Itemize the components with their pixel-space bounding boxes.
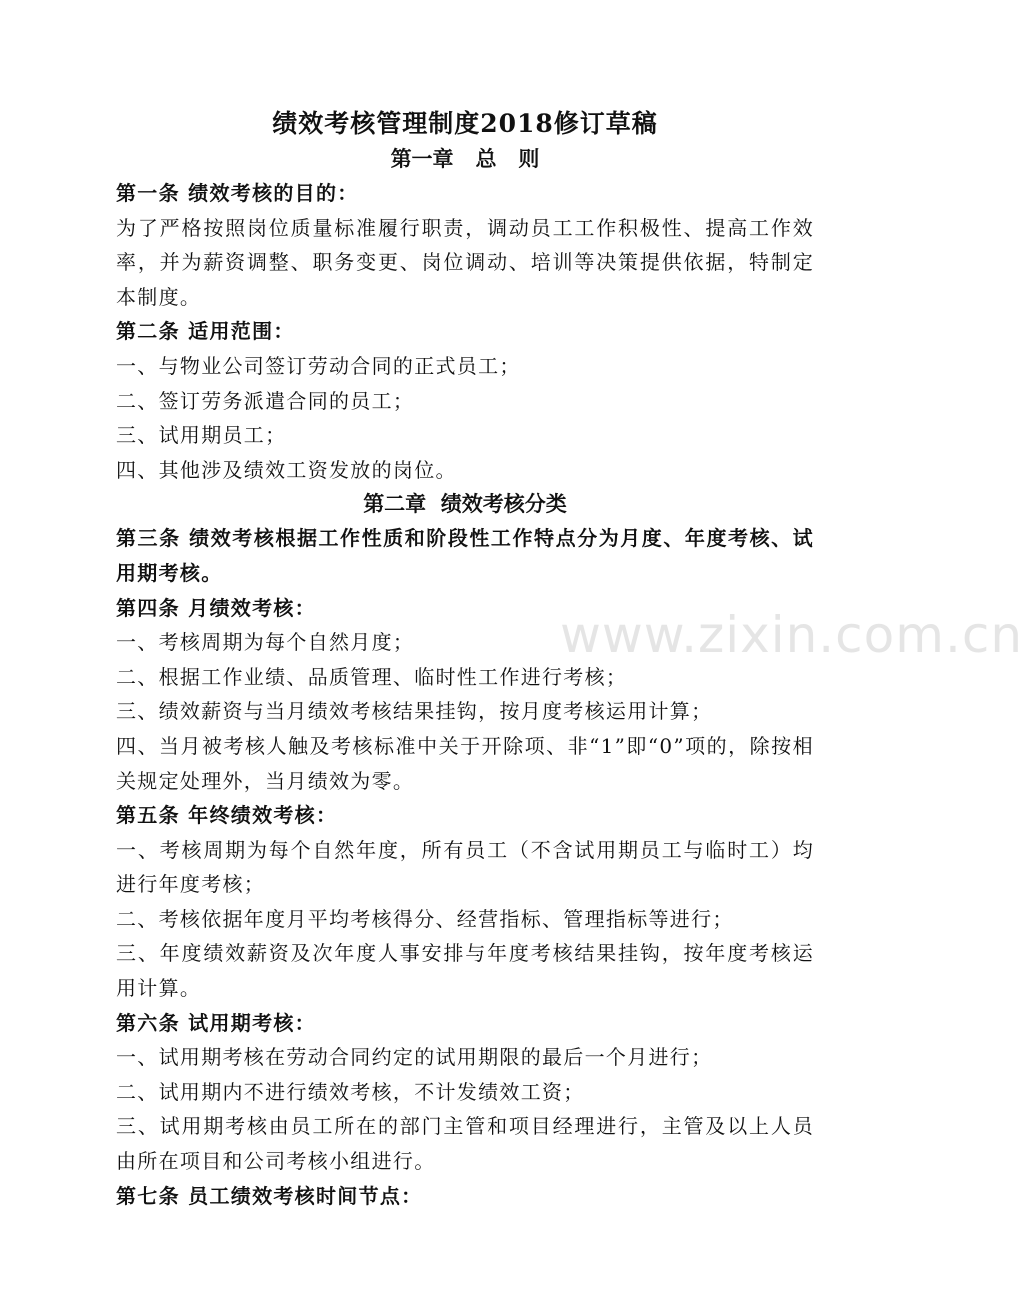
- article-6-item: 一、试用期考核在劳动合同约定的试用期限的最后一个月进行；: [116, 1045, 713, 1070]
- article-6-item: 二、试用期内不进行绩效考核，不计发绩效工资；: [116, 1079, 585, 1104]
- article-6-heading: 第六条 试用期考核：: [116, 1010, 316, 1035]
- article-3-body: 第三条 绩效考核根据工作性质和阶段性工作特点分为月度、年度考核、试用期考核。: [116, 526, 814, 585]
- article-4-heading: 第四条 月绩效考核：: [116, 595, 316, 620]
- article-4-item: 三、绩效薪资与当月绩效考核结果挂钩，按月度考核运用计算；: [116, 699, 713, 724]
- chapter-2-heading: 第二章 绩效考核分类: [363, 491, 567, 517]
- article-5-heading: 第五条 年终绩效考核：: [116, 803, 338, 828]
- article-6-item: 三、试用期考核由员工所在的部门主管和项目经理进行，主管及以上人员由所在项目和公司考核小组进行。: [116, 1114, 814, 1174]
- watermark: www.zixin.com.cn: [560, 606, 1023, 664]
- article-5-item: 一、考核周期为每个自然年度，所有员工（不含试用期员工与临时工）均进行年度考核；: [116, 837, 814, 897]
- article-4-item: 四、当月被考核人触及考核标准中关于开除项、非“1”即“0”项的，除按相关规定处理外，当月绩效为零。: [116, 733, 814, 793]
- document-body: [116, 108, 814, 1213]
- article-4-item: 二、根据工作业绩、品质管理、临时性工作进行考核；: [116, 664, 628, 689]
- chapter-1-heading: 第一章 总 则: [390, 146, 540, 171]
- article-5-item: 三、年度绩效薪资及次年度人事安排与年度考核结果挂钩，按年度考核运用计算。: [116, 941, 814, 1001]
- document-title: 绩效考核管理制度2018修订草稿: [272, 109, 658, 138]
- article-2-item: 三、试用期员工；: [116, 423, 287, 448]
- article-2-item: 四、其他涉及绩效工资发放的岗位。: [116, 457, 457, 482]
- article-1-body: 为了严格按照岗位质量标准履行职责，调动员工工作积极性、提高工作效率，并为薪资调整、职务变更、岗位调动、培训等决策提供依据，特制定本制度。: [116, 215, 814, 309]
- article-1-heading: 第一条 绩效考核的目的：: [116, 181, 359, 205]
- article-5-item: 二、考核依据年度月平均考核得分、经营指标、管理指标等进行；: [116, 906, 734, 931]
- article-2-item: 一、与物业公司签订劳动合同的正式员工；: [116, 353, 521, 378]
- article-7-heading: 第七条 员工绩效考核时间节点：: [116, 1183, 423, 1208]
- article-2-item: 二、签订劳务派遣合同的员工；: [116, 388, 415, 413]
- article-2-heading: 第二条 适用范围：: [116, 319, 295, 344]
- article-4-item: 一、考核周期为每个自然月度；: [116, 630, 415, 655]
